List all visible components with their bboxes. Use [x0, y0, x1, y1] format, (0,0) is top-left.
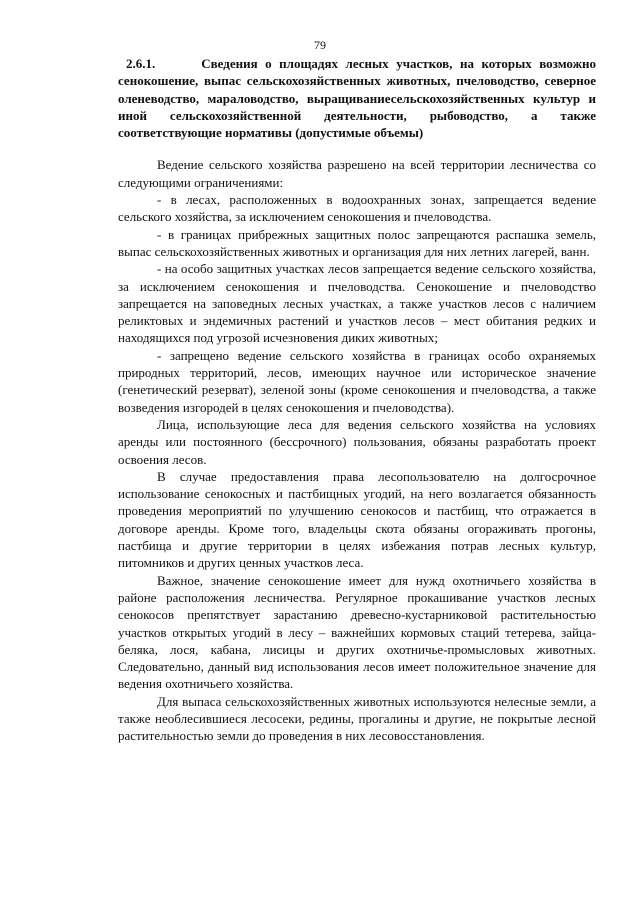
- paragraph: Ведение сельского хозяйства разрешено на всей территории лесничества со следующими ограничениями:: [118, 157, 596, 190]
- paragraph: Для выпаса сельскохозяйственных животных используются нелесные земли, а также необлесившиеся лесосеки, редины, прогалины и другие, не покрытые лесной растительностью земли до проведения в них лесовосстановления.: [118, 693, 596, 744]
- section-title: Сведения о площадях лесных участков, на которых возможно сенокошение, выпас сельскохозяйственных животных, пчеловодство, северное оленеводство, мараловодство, выращиваниесельскохозяйственных культур и иной сельскохозяйственной деятельности, рыбоводство, а также соответствующие нормативы (допустимые объемы): [118, 56, 596, 141]
- paragraph: В случае предоставления права лесопользователю на долгосрочное использование сенокосных и пастбищных угодий, на него возлагается обязанность проведения мероприятий по улучшению сенокосов и пастбищ, что отражается в договоре аренды. Кроме того, владельцы скота обязаны огораживать прогоны, пастбища и другие территории в целях избежания потрав лесных культур, питомников и других ценных участков леса.: [118, 468, 596, 571]
- section-number: 2.6.1.: [126, 56, 156, 71]
- paragraph: Важное, значение сенокошение имеет для нужд охотничьего хозяйства в районе расположения лесничества. Регулярное прокашивание участков лесных сенокосов препятствует зарастанию древесно-кустарниковой растительностью участков открытых угодий в лесу – важнейших кормовых стаций тетерева, зайца-беляка, лося, кабана, лисицы и других охотничье-промысловых животных. Следовательно, данный вид использования лесов имеет положительное значение для ведения охотничьего хозяйства.: [118, 572, 596, 692]
- paragraph: - на особо защитных участках лесов запрещается ведение сельского хозяйства, за исключением сенокошения и пчеловодства. Сенокошение и пчеловодство запрещается на заповедных лесных участках, а также участков лесов с наличием реликтовых и эндемичных растений и участков лесов – мест обитания редких и находящихся под угрозой исчезновения диких животных;: [118, 261, 596, 346]
- section-heading: [118, 55, 596, 141]
- paragraph: - в лесах, расположенных в водоохранных зонах, запрещается ведение сельского хозяйства, за исключением сенокошения и пчеловодства.: [118, 192, 596, 225]
- page-number: 79: [314, 38, 326, 52]
- paragraph: - в границах прибрежных защитных полос запрещаются распашка земель, выпас сельскохозяйственных животных и организация для них летних лагерей, ванн.: [118, 226, 596, 259]
- paragraph: Лица, использующие леса для ведения сельского хозяйства на условиях аренды или постоянного (бессрочного) пользования, обязаны разработать проект освоения лесов.: [118, 416, 596, 467]
- paragraph: - запрещено ведение сельского хозяйства в границах особо охраняемых природных территорий, лесов, имеющих научное или историческое значение (генетический резерват), зеленой зоны (кроме сенокошения и пчеловодства, а также возведения изгородей в целях сенокошения и пчеловодства).: [118, 347, 596, 415]
- document-body: [118, 55, 596, 745]
